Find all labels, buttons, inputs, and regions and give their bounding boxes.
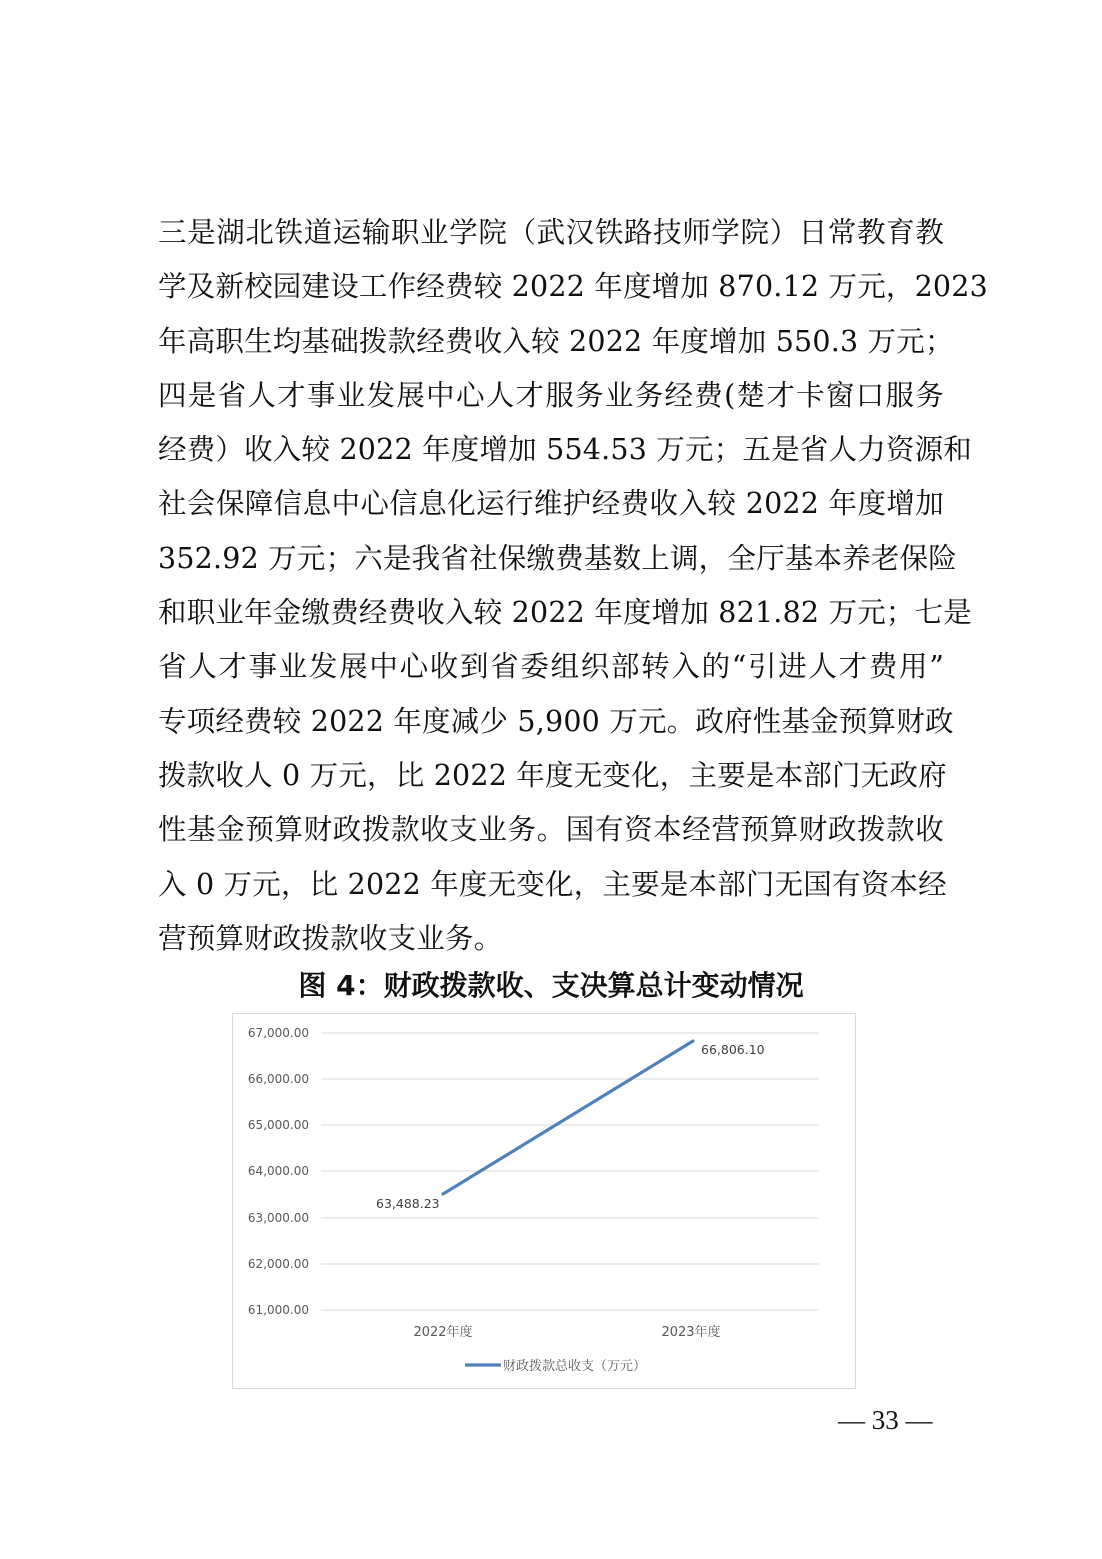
body-line: 营预算财政拨款收支业务。 [158,921,503,955]
gridlines [321,1033,819,1310]
page-number: — 33 — [838,1405,933,1435]
body-line: 四是省人才事业发展中心人才服务业务经费(楚才卡窗口服务 [158,378,944,412]
body-line: 三是湖北铁道运输职业学院（武汉铁路技师学院）日常教育教 [158,216,944,249]
body-line: 省人才事业发展中心收到省委组织部转入的“引进人才费用” [158,650,944,684]
body-line: 352.92 万元；六是我省社保缴费基数上调，全厅基本养老保险 [158,541,957,575]
y-tick: 61,000.00 [247,1303,309,1317]
chart-canvas [233,1014,855,1388]
body-line: 入 0 万元，比 2022 年度无变化，主要是本部门无国有资本经 [158,867,947,901]
data-label-2023: 66,806.10 [701,1042,765,1057]
y-tick: 64,000.00 [247,1164,309,1178]
body-line: 专项经费较 2022 年度减少 5,900 万元。政府性基金预算财政 [158,704,954,738]
data-label-2022: 63,488.23 [376,1196,440,1211]
y-tick: 66,000.00 [247,1072,309,1086]
y-tick: 67,000.00 [247,1026,309,1040]
body-line: 拨款收人 0 万元，比 2022 年度无变化，主要是本部门无政府 [158,758,947,792]
figure-title: 图 4：财政拨款收、支决算总计变动情况 [298,969,804,1002]
y-tick: 65,000.00 [247,1118,309,1132]
body-line: 性基金预算财政拨款收支业务。国有资本经营预算财政拨款收 [158,813,944,847]
body-line: 年高职生均基础拨款经费收入较 2022 年度增加 550.3 万元； [158,324,954,358]
y-axis-ticks [248,1026,309,1317]
line-chart [232,1013,856,1389]
body-line: 和职业年金缴费经费收入较 2022 年度增加 821.82 万元；七是 [158,596,972,630]
body-line: 社会保障信息中心信息化运行维护经费收入较 2022 年度增加 [158,487,944,521]
body-line: 经费）收入较 2022 年度增加 554.53 万元；五是省人力资源和 [158,433,972,467]
legend [465,1358,646,1374]
x-tick: 2022年度 [413,1325,473,1340]
x-tick: 2023年度 [661,1325,721,1340]
body-paragraph [158,206,988,966]
y-tick: 63,000.00 [247,1211,309,1225]
x-axis-ticks [413,1324,720,1340]
y-tick: 62,000.00 [247,1257,309,1271]
body-line: 学及新校园建设工作经费较 2022 年度增加 870.12 万元，2023 [158,270,988,304]
legend-label: 财政拨款总收支（万元） [503,1359,647,1374]
